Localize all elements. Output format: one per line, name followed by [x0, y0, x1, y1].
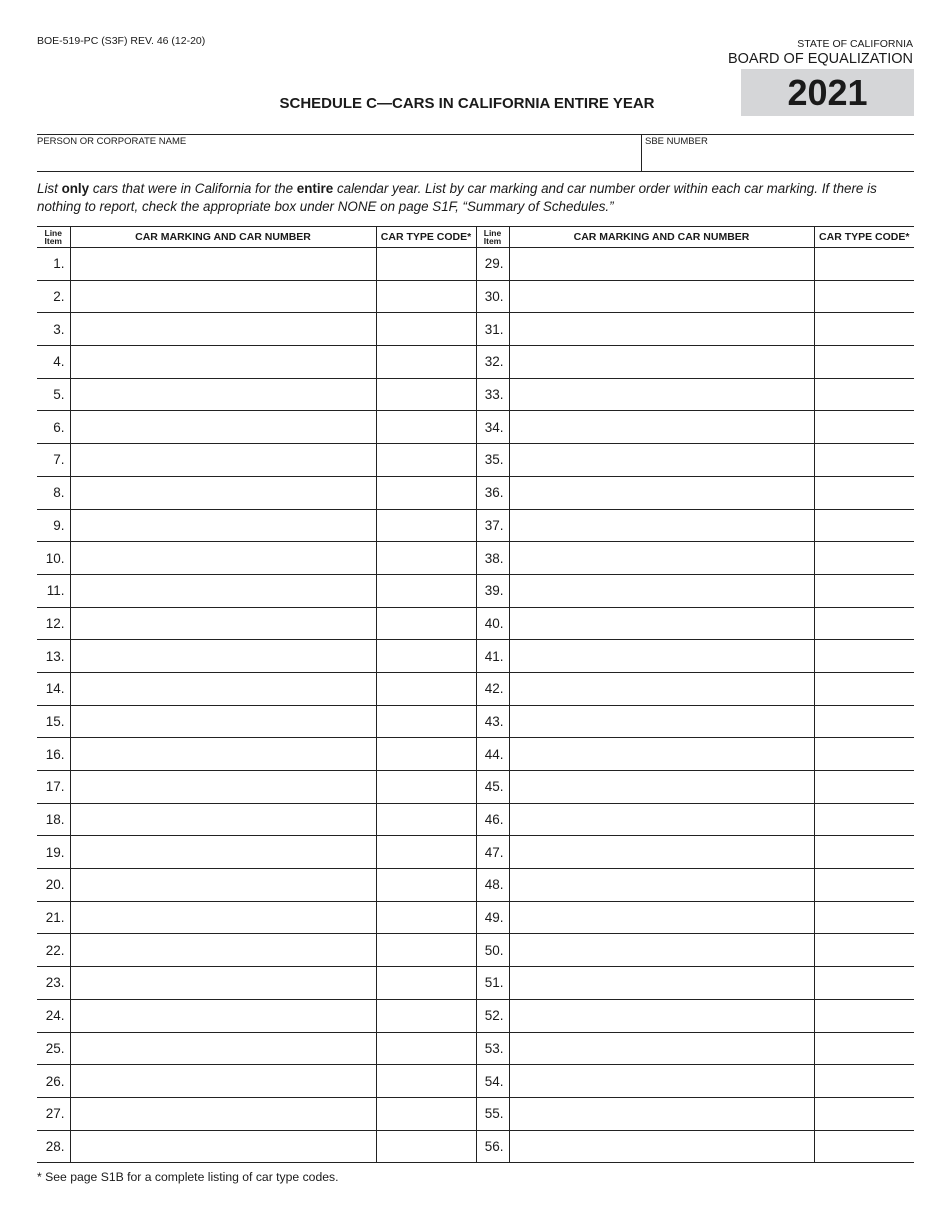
- line-item-number-left: 12.: [37, 607, 70, 640]
- line-item-header-right: Line Item: [476, 227, 509, 248]
- car-marking-input-left[interactable]: [70, 999, 376, 1032]
- tax-year-badge: 2021: [741, 69, 914, 116]
- line-item-number-right: 30.: [476, 280, 509, 313]
- table-row: [37, 803, 914, 836]
- instructions-text-2: cars that were in California for the: [89, 181, 297, 196]
- page-title: SCHEDULE C—CARS IN CALIFORNIA ENTIRE YEAR: [279, 95, 655, 112]
- car-marking-input-right[interactable]: [509, 378, 814, 411]
- line-item-number-right: 33.: [476, 378, 509, 411]
- car-marking-input-left[interactable]: [70, 771, 376, 804]
- line-item-number-right: 53.: [476, 1032, 509, 1065]
- line-item-number-left: 20.: [37, 869, 70, 902]
- line-item-number-right: 56.: [476, 1130, 509, 1163]
- car-marking-input-right[interactable]: [509, 411, 814, 444]
- sbe-number-label: SBE NUMBER: [645, 136, 708, 147]
- car-type-input-right[interactable]: [814, 705, 914, 738]
- car-type-input-right[interactable]: [814, 607, 914, 640]
- line-item-number-left: 26.: [37, 1065, 70, 1098]
- table-row: [37, 542, 914, 575]
- table-row: [37, 476, 914, 509]
- car-type-input-left[interactable]: [376, 476, 476, 509]
- car-marking-input-left[interactable]: [70, 542, 376, 575]
- table-row: [37, 509, 914, 542]
- line-item-number-right: 54.: [476, 1065, 509, 1098]
- car-marking-input-left[interactable]: [70, 1065, 376, 1098]
- car-type-input-right[interactable]: [814, 280, 914, 313]
- person-name-label: PERSON OR CORPORATE NAME: [37, 136, 187, 147]
- table-row: [37, 705, 914, 738]
- line-item-number-right: 35.: [476, 444, 509, 477]
- table-row: [37, 280, 914, 313]
- car-marking-header-left: CAR MARKING AND CAR NUMBER: [70, 227, 376, 248]
- car-marking-input-left[interactable]: [70, 738, 376, 771]
- car-marking-input-left[interactable]: [70, 509, 376, 542]
- car-marking-input-right[interactable]: [509, 672, 814, 705]
- car-marking-input-right[interactable]: [509, 1097, 814, 1130]
- car-marking-input-left[interactable]: [70, 378, 376, 411]
- car-marking-input-left[interactable]: [70, 280, 376, 313]
- line-item-number-left: 11.: [37, 574, 70, 607]
- car-type-input-left[interactable]: [376, 509, 476, 542]
- car-marking-input-right[interactable]: [509, 280, 814, 313]
- car-type-input-right[interactable]: [814, 378, 914, 411]
- instructions-emphasis-entire: entire: [296, 181, 334, 196]
- instructions: [37, 180, 914, 216]
- car-marking-header-right: CAR MARKING AND CAR NUMBER: [509, 227, 814, 248]
- table-row: [37, 672, 914, 705]
- instructions-text-1: List: [37, 181, 62, 196]
- car-marking-input-left[interactable]: [70, 934, 376, 967]
- line-item-number-left: 23.: [37, 967, 70, 1000]
- line-item-number-right: 44.: [476, 738, 509, 771]
- car-type-input-left[interactable]: [376, 542, 476, 575]
- car-marking-input-right[interactable]: [509, 705, 814, 738]
- car-marking-input-right[interactable]: [509, 313, 814, 346]
- line-item-header-left: Line Item: [37, 227, 70, 248]
- line-item-number-right: 36.: [476, 476, 509, 509]
- car-marking-input-right[interactable]: [509, 542, 814, 575]
- line-item-number-right: 40.: [476, 607, 509, 640]
- car-type-input-left[interactable]: [376, 1032, 476, 1065]
- line-item-number-left: 19.: [37, 836, 70, 869]
- car-marking-input-right[interactable]: [509, 803, 814, 836]
- line-item-number-right: 29.: [476, 248, 509, 281]
- car-type-input-left[interactable]: [376, 934, 476, 967]
- line-item-number-right: 50.: [476, 934, 509, 967]
- table-row: [37, 901, 914, 934]
- line-item-number-left: 8.: [37, 476, 70, 509]
- table-row: [37, 771, 914, 804]
- line-item-number-right: 49.: [476, 901, 509, 934]
- car-type-input-right[interactable]: [814, 444, 914, 477]
- line-item-number-right: 45.: [476, 771, 509, 804]
- car-marking-input-right[interactable]: [509, 476, 814, 509]
- table-row: [37, 1032, 914, 1065]
- table-row: [37, 934, 914, 967]
- car-type-input-left[interactable]: [376, 248, 476, 281]
- car-type-input-left[interactable]: [376, 444, 476, 477]
- line-item-number-left: 15.: [37, 705, 70, 738]
- line-item-number-left: 27.: [37, 1097, 70, 1130]
- car-marking-input-left[interactable]: [70, 346, 376, 379]
- table-row: [37, 248, 914, 281]
- car-type-input-right[interactable]: [814, 934, 914, 967]
- line-item-number-right: 51.: [476, 967, 509, 1000]
- line-item-number-left: 16.: [37, 738, 70, 771]
- line-item-number-left: 9.: [37, 509, 70, 542]
- car-marking-input-right[interactable]: [509, 574, 814, 607]
- table-row: [37, 313, 914, 346]
- table-row: [37, 378, 914, 411]
- line-item-number-left: 17.: [37, 771, 70, 804]
- car-type-input-left[interactable]: [376, 803, 476, 836]
- line-item-number-right: 43.: [476, 705, 509, 738]
- line-item-number-left: 3.: [37, 313, 70, 346]
- table-row: [37, 1130, 914, 1163]
- car-marking-input-left[interactable]: [70, 1032, 376, 1065]
- car-marking-input-left[interactable]: [70, 803, 376, 836]
- car-type-input-right[interactable]: [814, 1097, 914, 1130]
- agency-block: [728, 38, 913, 68]
- car-type-input-right[interactable]: [814, 476, 914, 509]
- car-type-input-left[interactable]: [376, 378, 476, 411]
- instructions-emphasis-only: only: [61, 181, 90, 196]
- car-type-input-left[interactable]: [376, 411, 476, 444]
- line-item-number-left: 14.: [37, 672, 70, 705]
- car-marking-input-right[interactable]: [509, 248, 814, 281]
- car-type-input-right[interactable]: [814, 967, 914, 1000]
- car-type-input-right[interactable]: [814, 836, 914, 869]
- car-marking-input-right[interactable]: [509, 934, 814, 967]
- line-item-number-left: 6.: [37, 411, 70, 444]
- car-marking-input-left[interactable]: [70, 640, 376, 673]
- car-type-input-right[interactable]: [814, 738, 914, 771]
- car-marking-input-right[interactable]: [509, 607, 814, 640]
- car-marking-input-left[interactable]: [70, 836, 376, 869]
- table-row: [37, 1065, 914, 1098]
- car-type-input-left[interactable]: [376, 869, 476, 902]
- car-type-input-right[interactable]: [814, 803, 914, 836]
- car-marking-input-right[interactable]: [509, 738, 814, 771]
- line-item-number-left: 18.: [37, 803, 70, 836]
- line-item-number-left: 1.: [37, 248, 70, 281]
- car-type-input-right[interactable]: [814, 1065, 914, 1098]
- table-row: [37, 444, 914, 477]
- name-sbe-row: [37, 134, 914, 172]
- car-type-input-left[interactable]: [376, 1097, 476, 1130]
- car-marking-input-right[interactable]: [509, 901, 814, 934]
- car-type-input-left[interactable]: [376, 738, 476, 771]
- car-marking-input-right[interactable]: [509, 509, 814, 542]
- car-marking-input-left[interactable]: [70, 1097, 376, 1130]
- car-type-input-right[interactable]: [814, 248, 914, 281]
- line-item-number-left: 22.: [37, 934, 70, 967]
- car-type-input-right[interactable]: [814, 574, 914, 607]
- line-item-number-left: 2.: [37, 280, 70, 313]
- car-type-input-left[interactable]: [376, 1065, 476, 1098]
- table-row: [37, 738, 914, 771]
- line-item-number-right: 34.: [476, 411, 509, 444]
- line-item-number-left: 4.: [37, 346, 70, 379]
- car-marking-input-left[interactable]: [70, 248, 376, 281]
- car-type-input-right[interactable]: [814, 1130, 914, 1163]
- table-row: [37, 411, 914, 444]
- table-row: [37, 999, 914, 1032]
- car-type-input-left[interactable]: [376, 967, 476, 1000]
- car-type-input-right[interactable]: [814, 999, 914, 1032]
- car-marking-input-left[interactable]: [70, 574, 376, 607]
- car-marking-input-right[interactable]: [509, 346, 814, 379]
- car-marking-input-left[interactable]: [70, 869, 376, 902]
- line-item-number-right: 31.: [476, 313, 509, 346]
- car-type-input-right[interactable]: [814, 509, 914, 542]
- car-marking-input-right[interactable]: [509, 771, 814, 804]
- line-item-number-right: 46.: [476, 803, 509, 836]
- line-item-number-left: 13.: [37, 640, 70, 673]
- line-item-number-right: 48.: [476, 869, 509, 902]
- line-item-number-left: 28.: [37, 1130, 70, 1163]
- footnote: * See page S1B for a complete listing of car type codes.: [37, 1170, 339, 1184]
- car-type-input-left[interactable]: [376, 771, 476, 804]
- sbe-number-divider: [641, 135, 642, 171]
- car-marking-input-right[interactable]: [509, 1032, 814, 1065]
- car-marking-input-right[interactable]: [509, 640, 814, 673]
- line-item-number-left: 21.: [37, 901, 70, 934]
- car-type-input-right[interactable]: [814, 771, 914, 804]
- agency-name: BOARD OF EQUALIZATION: [727, 51, 913, 67]
- car-marking-input-left[interactable]: [70, 313, 376, 346]
- line-item-number-right: 32.: [476, 346, 509, 379]
- table-row: [37, 346, 914, 379]
- table-row: [37, 1097, 914, 1130]
- car-type-input-left[interactable]: [376, 313, 476, 346]
- car-type-input-right[interactable]: [814, 313, 914, 346]
- table-header-row: [37, 227, 914, 248]
- line-item-number-right: 47.: [476, 836, 509, 869]
- table-row: [37, 869, 914, 902]
- car-marking-input-left[interactable]: [70, 901, 376, 934]
- car-type-input-right[interactable]: [814, 640, 914, 673]
- table-row: [37, 607, 914, 640]
- cars-table: [37, 226, 914, 1163]
- table-row: [37, 640, 914, 673]
- car-marking-input-right[interactable]: [509, 1130, 814, 1163]
- car-type-input-left[interactable]: [376, 672, 476, 705]
- state-name: STATE OF CALIFORNIA: [797, 38, 913, 50]
- car-type-input-right[interactable]: [814, 869, 914, 902]
- car-type-input-left[interactable]: [376, 607, 476, 640]
- line-item-number-right: 55.: [476, 1097, 509, 1130]
- car-marking-input-left[interactable]: [70, 672, 376, 705]
- line-item-number-left: 25.: [37, 1032, 70, 1065]
- instructions-text-3: calendar year. List by car marking and car number order within each car marking. If there is nothing to report, check the appropriate box under NONE on page S1F, “Summary of Schedules.”: [37, 181, 877, 214]
- line-item-number-right: 37.: [476, 509, 509, 542]
- car-type-input-left[interactable]: [376, 640, 476, 673]
- car-type-input-left[interactable]: [376, 836, 476, 869]
- line-item-number-left: 10.: [37, 542, 70, 575]
- line-item-number-right: 39.: [476, 574, 509, 607]
- car-type-input-left[interactable]: [376, 1130, 476, 1163]
- person-name-field[interactable]: [37, 147, 637, 169]
- car-type-input-left[interactable]: [376, 346, 476, 379]
- car-type-input-left[interactable]: [376, 574, 476, 607]
- car-type-input-right[interactable]: [814, 542, 914, 575]
- car-type-input-left[interactable]: [376, 280, 476, 313]
- line-item-number-left: 7.: [37, 444, 70, 477]
- car-type-header-left: CAR TYPE CODE*: [376, 227, 476, 248]
- car-marking-input-right[interactable]: [509, 836, 814, 869]
- car-type-input-left[interactable]: [376, 705, 476, 738]
- car-marking-input-left[interactable]: [70, 476, 376, 509]
- car-marking-input-right[interactable]: [509, 967, 814, 1000]
- table-row: [37, 574, 914, 607]
- car-marking-input-left[interactable]: [70, 607, 376, 640]
- car-type-input-left[interactable]: [376, 901, 476, 934]
- car-type-input-right[interactable]: [814, 1032, 914, 1065]
- car-marking-input-right[interactable]: [509, 999, 814, 1032]
- line-item-number-left: 24.: [37, 999, 70, 1032]
- car-type-input-right[interactable]: [814, 901, 914, 934]
- car-marking-input-right[interactable]: [509, 444, 814, 477]
- form-id: BOE-519-PC (S3F) REV. 46 (12-20): [37, 35, 206, 47]
- table-row: [37, 967, 914, 1000]
- car-type-input-right[interactable]: [814, 346, 914, 379]
- car-type-input-left[interactable]: [376, 999, 476, 1032]
- car-marking-input-left[interactable]: [70, 411, 376, 444]
- car-marking-input-left[interactable]: [70, 705, 376, 738]
- line-item-number-right: 52.: [476, 999, 509, 1032]
- car-marking-input-left[interactable]: [70, 967, 376, 1000]
- car-type-input-right[interactable]: [814, 411, 914, 444]
- line-item-number-right: 42.: [476, 672, 509, 705]
- car-type-input-right[interactable]: [814, 672, 914, 705]
- sbe-number-field[interactable]: [645, 147, 913, 169]
- car-marking-input-left[interactable]: [70, 444, 376, 477]
- table-row: [37, 836, 914, 869]
- car-type-header-right: CAR TYPE CODE*: [814, 227, 914, 248]
- line-item-number-right: 38.: [476, 542, 509, 575]
- line-item-number-left: 5.: [37, 378, 70, 411]
- car-marking-input-right[interactable]: [509, 869, 814, 902]
- line-item-number-right: 41.: [476, 640, 509, 673]
- car-marking-input-left[interactable]: [70, 1130, 376, 1163]
- car-marking-input-right[interactable]: [509, 1065, 814, 1098]
